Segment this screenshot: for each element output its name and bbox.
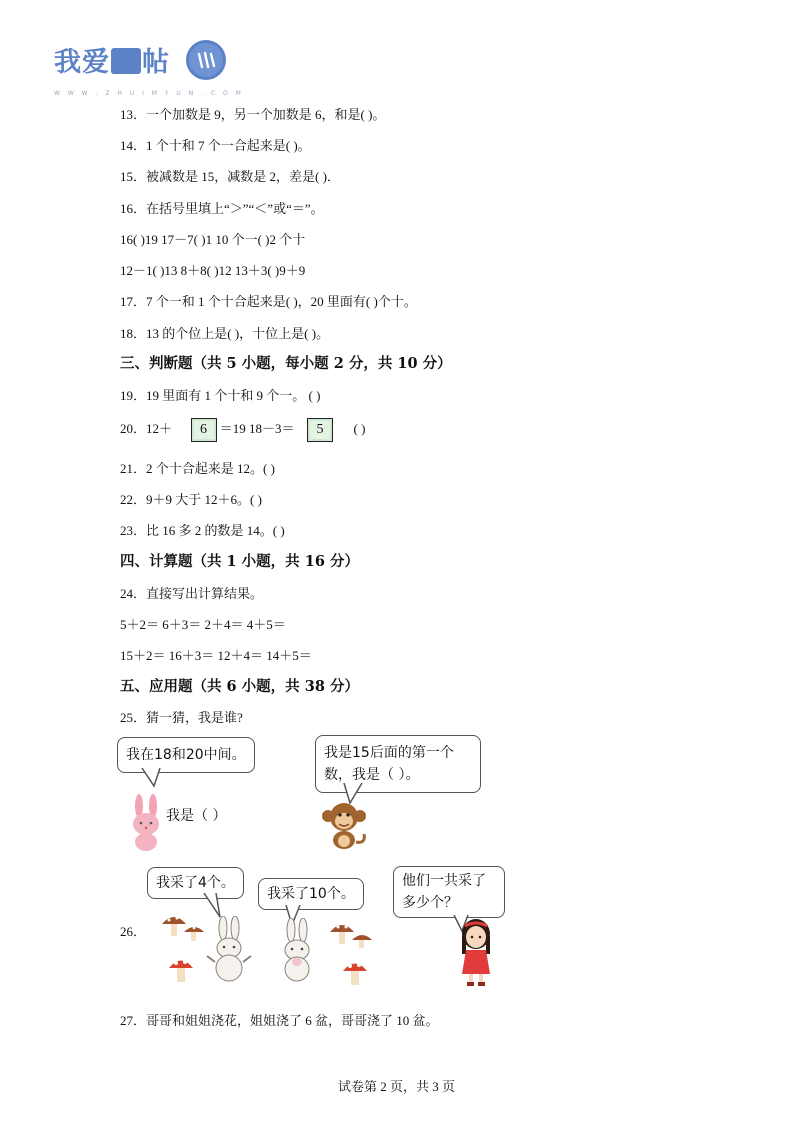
question-16: 16．在括号里填上“＞”“＜”或“＝”。 <box>120 201 324 216</box>
question-19: 19．19 里面有 1 个十和 9 个一。 ( ) <box>120 388 321 403</box>
rabbit-icon <box>272 918 322 984</box>
section-3-heading: 三、判断题（共 5 小题，每小题 2 分，共 10 分） <box>120 355 452 372</box>
question-16-row-1: 16( )19 17－7( )1 10 个一( )2 个十 <box>120 232 306 247</box>
mushroom-group-icon <box>160 910 206 944</box>
question-24: 24．直接写出计算结果。 <box>120 586 264 601</box>
answer-box-2: 5 <box>307 418 333 442</box>
question-17: 17．7 个一和 1 个十合起来是( )，20 里面有( )个十。 <box>120 294 417 309</box>
question-27: 27．哥哥和姐姐浇花，姐姐浇了 6 盆，哥哥浇了 10 盆。 <box>120 1013 439 1028</box>
section-5-heading: 五、应用题（共 6 小题，共 38 分） <box>120 678 359 695</box>
rabbit-icon <box>203 916 255 986</box>
mushroom-group-icon <box>328 918 374 950</box>
question-21: 21．2 个十合起来是 12。( ) <box>120 461 275 476</box>
speech-bubble-girl <box>393 866 505 918</box>
speech-bubble-text: 我在18和20中间。 <box>126 747 246 763</box>
question-15: 15．被减数是 15，减数是 2，差是( )． <box>120 169 340 184</box>
speech-bubble-rabbit-2 <box>258 878 364 910</box>
speech-bubble-text: 我采了10个。 <box>267 886 355 902</box>
question-18: 18．13 的个位上是( )，十位上是( )。 <box>120 326 330 341</box>
logo-brand-text-2: 帖 <box>142 47 170 78</box>
speech-bubble-text: 我采了4个。 <box>156 875 235 891</box>
logo-brand-glyph <box>111 48 141 74</box>
question-24-row-2: 15＋2＝ 16＋3＝ 12＋4＝ 14＋5＝ <box>120 648 312 663</box>
mushroom-icon <box>168 955 194 985</box>
mushroom-icon <box>342 958 368 988</box>
speech-bubble-tail-icon <box>140 768 170 788</box>
rabbit-icon <box>128 794 164 852</box>
page-footer: 试卷第 2 页，共 3 页 <box>337 1079 455 1094</box>
speech-bubble-text: 他们一共采了 <box>402 873 486 889</box>
chat-bubble-icon <box>186 40 226 80</box>
logo-url: W W W . Z H U I M Y U N . C O M <box>54 90 244 97</box>
question-22: 22．9＋9 大于 12＋6。( ) <box>120 492 262 507</box>
speech-bubble-rabbit <box>117 737 255 773</box>
logo-brand-text: 我爱 <box>54 47 110 78</box>
question-20 <box>120 418 365 442</box>
speech-bubble-text: 数，我是（ ）。 <box>324 767 420 783</box>
rabbit-answer-label: 我是（ ） <box>166 808 227 824</box>
question-20-part-b: ＝19 18－3＝ <box>219 421 295 436</box>
question-23: 23．比 16 多 2 的数是 14。( ) <box>120 523 285 538</box>
speech-bubble-text: 多少个？ <box>402 895 458 911</box>
girl-icon <box>456 918 496 988</box>
question-24-row-1: 5＋2＝ 6＋3＝ 2＋4＝ 4＋5＝ <box>120 617 286 632</box>
question-16-row-2: 12－1( )13 8＋8( )12 13＋3( )9＋9 <box>120 263 306 278</box>
question-20-part-c: ( ) <box>353 421 366 436</box>
question-13: 13．一个加数是 9，另一个加数是 6，和是( )。 <box>120 107 386 122</box>
monkey-icon <box>320 800 368 850</box>
question-25: 25．猜一猜，我是谁? <box>120 710 243 725</box>
answer-box-1: 6 <box>191 418 217 442</box>
question-26: 26． <box>120 924 147 939</box>
speech-bubble-text: 我是15后面的第一个 <box>324 745 454 761</box>
question-14: 14．1 个十和 7 个一合起来是( )。 <box>120 138 311 153</box>
section-4-heading: 四、计算题（共 1 小题，共 16 分） <box>120 553 359 570</box>
question-20-part-a: 20．12＋ <box>120 421 173 436</box>
